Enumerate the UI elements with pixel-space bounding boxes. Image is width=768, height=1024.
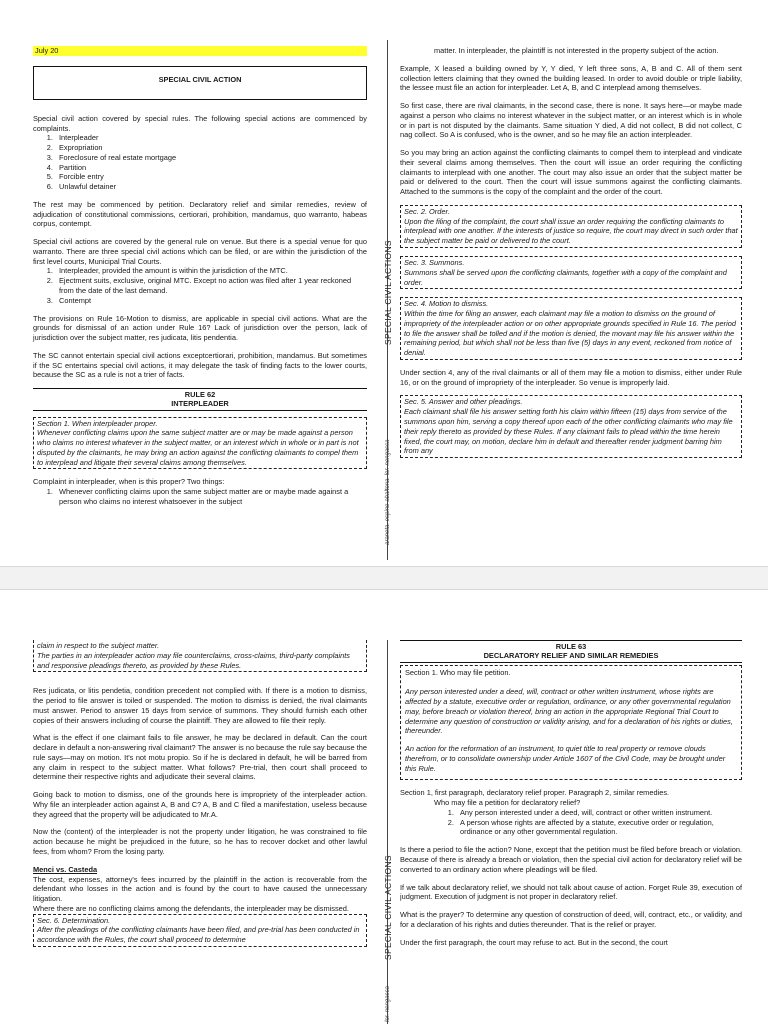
provision-rule63-section-1 [400, 665, 742, 781]
side-label-special-civil-actions-2: SPECIAL CIVIL ACTIONS [383, 855, 393, 960]
rule-63-heading [400, 640, 742, 663]
page1-left-column [33, 66, 367, 515]
rule-name-63: DECLARATORY RELIEF AND SIMILAR REMEDIES [483, 651, 659, 661]
provision-section-5: Sec. 5. Answer and other pleadings. Each claimant shall file his answer setting forth his claim within fifteen (15) days from service of the summons upon him, serving a copy thereof upon each of the other conflicting claimants who may file their reply thereto as provided by these Rules. If any claimant fails to plead within the time herein fixed, the court may, on motion, declare him in default and thereafter render judgment barring him from any [400, 395, 742, 458]
rule-62-heading [33, 388, 367, 411]
section-title: SPECIAL CIVIL ACTION [158, 75, 242, 84]
venue-paragraph: Special civil actions are covered by the general rule on venue. But there is a special venue for quo warranto. There are three special civil actions which can be filed, or are within the jurisdiction of the first level courts, Municipal Trial Courts. [33, 237, 367, 266]
proper-list [55, 487, 367, 507]
intro-paragraph: Special civil action covered by special rules. The following special actions are commenced by complaints. [33, 113, 367, 133]
provision-section-2: Sec. 2. Order. Upon the filing of the complaint, the court shall issue an order requiring the conflicting claimants to interplead with one another. If the interests of justice so require, the court may direct in such order that the subject matter be paid or delivered to the court. [400, 205, 742, 248]
so-you-paragraph: So you may bring an action against the conflicting claimants to compel them to interplead and vindicate their several claims among themselves. Then the court will issue an order requiring the conflicting claimants to interplead with one another. The court may also issue an order that the subject matter be paid or delivered to the court. Then the court will issue summons against the conflicting claimants. Attached to the summons is the copy of the complaint and the order of the court. [400, 148, 742, 197]
res-judicata-paragraph: Res judicata, or litis pendetia, condition precedent not complied with. If there is a motion to dismiss, the period to file answer is toiled or suspended. The motion to dismiss is denied, the rival claimants must answer. Period to answer 15 days from service of summons. They should furnish each other copies of their answers including of course the plaintiff. They are allowed to file their reply. [33, 686, 367, 725]
petition-paragraph: The rest may be commenced by petition. Declaratory relief and similar remedies, review of adjudication of constitutional commissions, certiorari, prohibition, mandamus, quo warranto, habeas corpus, contempt. [33, 199, 367, 229]
list-item: 3. Foreclosure of real estate mortgage [55, 153, 367, 163]
example-paragraph: Example, X leased a building owned by Y, Y died, Y left three sons, A, B and C. All of them sent collection letters claiming that they owned the building leased. In order to avoid double or triple liability, the lessee must file an action for interpleader. Let A, B, and C interplead among themselves. [400, 63, 742, 93]
provision-section-6: Sec. 6. Determination. After the pleadings of the conflicting claimants have been filed, and pre-trial has been conducted in accordance with the Rules, the court shall proceed to determine [33, 914, 367, 947]
period-paragraph: Is there a period to file the action? None, except that the petition must be filed before breach or violation. Because of there is already a breach or violation, then the special civil action for declaratory relief will be converted to an ordinary action where pleadings will be filed. [400, 845, 742, 874]
sec1-note: Section 1, first paragraph, declaratory relief proper. Paragraph 2, similar remedies. [400, 788, 670, 798]
case-body: The cost, expenses, attorney's fees incurred by the plaintiff in the action is recoverable from the defendant who losses in the action and is found by the court to have caused the unnecessary litigation. Where there are no conflicting claims among the defendants, the interpleader may be dismissed. [33, 874, 367, 913]
provision-section-4: Sec. 4. Motion to dismiss. Within the time for filing an answer, each claimant may file a motion to dismiss on the ground of impropriety of the interpleader action or on other appropriate grounds specified in Rule 16. The period to file the answer shall be tolled and if the motion is denied, the movant may file his answer within the remaining period, but which shall not be less than five (5) days in any event, reckoned from notice of denial. [400, 297, 742, 360]
rule-name: INTERPLEADER [171, 399, 229, 409]
list-item: 2. Ejectment suits, exclusive, original MTC. Except no action was filed after 1 year reckoned from the date of the last demand. [55, 276, 367, 296]
who-question: Who may file a petition for declaratory relief? [434, 798, 581, 808]
complaint-question: Complaint in interpleader, when is this proper? Two things: [33, 477, 225, 487]
list-item: 4. Partition [55, 163, 367, 173]
list-item: 3. Contempt [55, 296, 367, 306]
going-back-paragraph: Going back to motion to dismiss, one of the grounds here is impropriety of the interpleader action. Why file an interpleader action against A, B and C? A, B and C filed a manifestation, useless because they agreed that the property will be adjudicated to Mr.A. [33, 790, 367, 819]
list-item: 1. Whenever conflicting claims upon the same subject matter are or maybe made against a person who claims no interest whatsoever in the subject [55, 487, 367, 507]
provision-section-5-continued: claim in respect to the subject matter. The parties in an interpleader action may file counterclaims, cross-claims, third-party complaints and responsive pleadings thereto, as provided by these Rules. [33, 640, 367, 672]
date-highlight: July 20 [33, 46, 367, 56]
page2-left-column [33, 640, 367, 1024]
page1-right-column [400, 46, 742, 466]
list-item: 1. Interpleader [55, 133, 367, 143]
provision-section-1: Section 1. When interpleader proper. Whenever conflicting claims upon the same subject matter are or may be made against a person who claims no interest whatever in the subject matter, or an interest which in whole or in part is not disputed by the claimants, he may bring an action against the conflicting claimants to compel them to interplead and litigate their several claims among themselves. [33, 417, 367, 470]
side-author-names: aranetа. espino-abaltona. lor. nengasca [385, 439, 391, 545]
list-item: 6. Unlawful detainer [55, 182, 367, 192]
list-item: 1. Any person interested under a deed, will, contract or other written instrument. [456, 808, 742, 818]
under-section4-paragraph: Under section 4, any of the rival claimants or all of them may file a motion to dismiss, either under Rule 16, or on the ground of impropriety of the interpleader. So venue is improperly laid. [400, 367, 742, 387]
list-item: 1. Interpleader, provided the amount is within the jurisdiction of the MTC. [55, 266, 367, 276]
effect-paragraph: What is the effect if one claimant fails to file answer, he may be declared in default. Can the court declare in default a non-answering rival claimant? The answer is no because the rule say because the rule says—may on motion. It's not motu propio. So if he is declared in default, he will be barred from any claim in respect to the subject matter. What follows? Pre-trial, then court shall proceed to determine their respective rights and adjudicate their several claims. [33, 733, 367, 782]
who-list [456, 808, 742, 837]
first-case-paragraph: So first case, there are rival claimants, in the second case, there is none. It says here—or maybe made against a person who claims no interest whatever in the subject matter, or an interest which is in whole or in part is not disputed by the claimants. Same situation Y died, A did not collect, B did not collect, C nag collect. So A is confused, who is the owner, and so he may file an action interpleader. [400, 101, 742, 140]
sec1-paragraph-2: An action for the reformation of an instrument, to quiet title to real property or remove clouds therefrom, or to consolidate ownership under Article 1607 of the Civil Code, may be brought under this Rule. [405, 744, 726, 773]
under-first-paragraph: Under the first paragraph, the court may refuse to act. But in the second, the court [400, 937, 668, 947]
rule-number: RULE 62 [184, 390, 216, 400]
section-title-box [33, 66, 367, 100]
page2-right-column [400, 640, 742, 1024]
side-label-special-civil-actions: SPECIAL CIVIL ACTIONS [383, 240, 393, 345]
case-title: Menci vs. Casteda [33, 864, 98, 874]
mtc-list [55, 266, 367, 305]
list-item: 2. Expropriation [55, 143, 367, 153]
sec1-paragraph-1: Any person interested under a deed, will, contract or other written instrument, whose rights are affected by a statute, executive order or regulation, ordinance, or any other governmental regulation may, before breach or violation thereof, bring an action in the appropriate Regional Trial Court to determine any question of construction or validity arising, and for a declaration of his rights or duties, thereunder. [405, 687, 733, 736]
rule-number-63: RULE 63 [555, 642, 587, 651]
provision-section-3: Sec. 3. Summons. Summons shall be served upon the conflicting claimants, together with a copy of the complaint and order. [400, 256, 742, 289]
page-gap [0, 566, 768, 590]
list-item: 5. Forcible entry [55, 172, 367, 182]
cause-paragraph: If we talk about declaratory relief, we should not talk about cause of action. Forget Rule 39, execution of judgment. Execution of judgment is not proper in declaratory relief. [400, 882, 742, 902]
column-divider-2 [387, 640, 388, 1024]
list-item: 2. A person whose rights are affected by a statute, executive order or regulation, ordinance or any other governmental regulation. [456, 818, 742, 838]
now-content-paragraph: Now the (content) of the interpleader is not the property under litigation, he was constrained to file action because he might be prejudiced in the future, so he has to recover docket and other lawful fees, from whom? From the losing party. [33, 827, 367, 857]
side-author-names-2: lor. nengasca [385, 986, 391, 1022]
complaint-actions-list [55, 133, 367, 192]
sc-paragraph: The SC cannot entertain special civil actions exceptcertiorari, prohibition, mandamus. But sometimes if the SC entertains special civil actions, it may delegate the task of finding facts to the lower courts, because the SC as a rule is not a trier of facts. [33, 350, 367, 380]
rule16-paragraph: The provisions on Rule 16-Motion to dismiss, are applicable in special civil actions. What are the grounds for dismissal of an action under Rule 16? Lack of jurisdiction over the person, lack of jurisdiction over the subject matter, res judicata, litis pendentia. [33, 313, 367, 343]
sec1-head: Section 1. Who may file petition. [405, 667, 511, 677]
continued-text: matter. In interpleader, the plaintiff is not interested in the property subject of the action. [434, 46, 719, 55]
prayer-paragraph: What is the prayer? To determine any question of construction of deed, will, contract, etc., or validity, and for a declaration of his rights and duties thereunder. That is the relief or prayer. [400, 910, 742, 929]
